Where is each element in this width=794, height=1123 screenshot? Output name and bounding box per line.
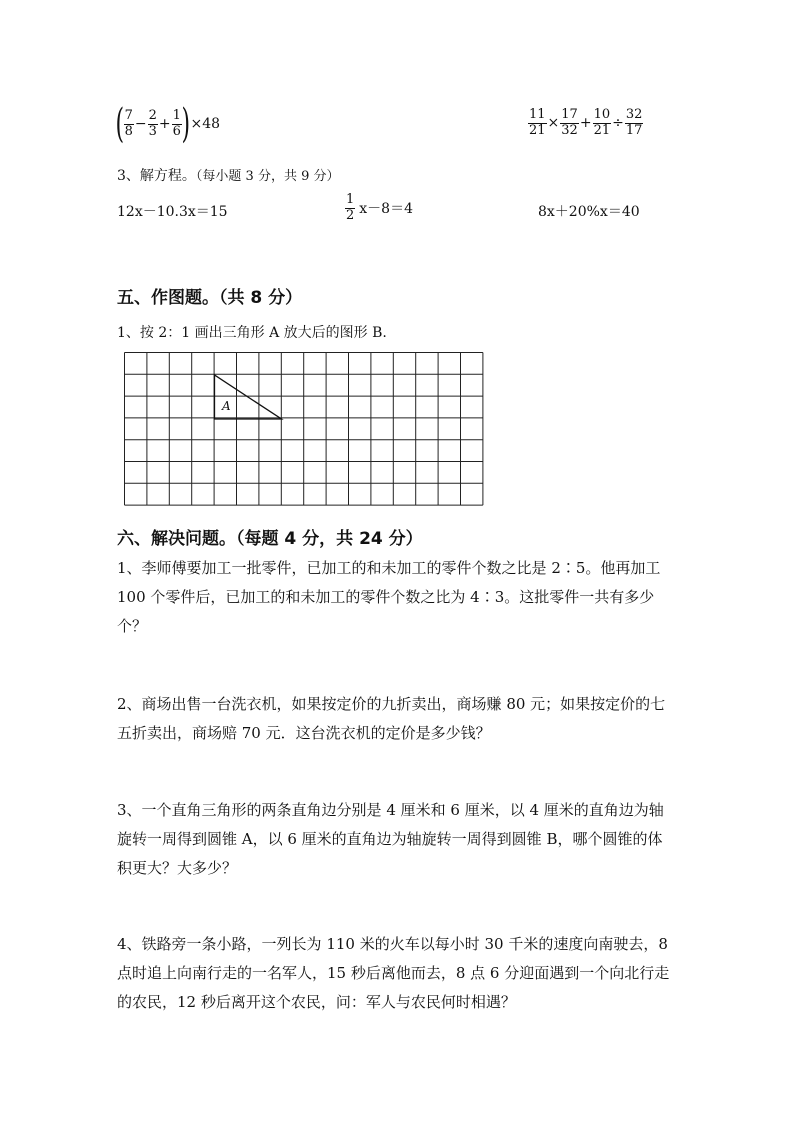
fraction: $\frac{2}{3}$ (148, 107, 157, 139)
right-paren: ) (181, 101, 191, 147)
equations-heading: 3、解方程。（每小题 3 分，共 9 分） (117, 168, 340, 184)
calc-expression-2 (528, 108, 643, 139)
fraction: $\frac{1}{2}$ (346, 192, 355, 223)
problem-3: 3、一个直角三角形的两条直角边分别是 4 厘米和 6 厘米，以 4 厘米的直角边为轴旋转一周得到圆锥 A，以 6 厘米的直角边为轴旋转一周得到圆锥 B，哪个圆锥的体积更大？大多少？ (117, 801, 664, 877)
operator: + (579, 115, 592, 132)
fraction: $\frac{1}{6}$ (172, 107, 181, 139)
equations-note: （每小题 3 分，共 9 分） (195, 169, 340, 184)
equation-2 (345, 193, 414, 224)
calc-expression-1 (115, 101, 221, 147)
operator: − (134, 116, 147, 132)
equation-1: 12x－10.3x＝15 (117, 204, 228, 220)
fraction: $\frac{11}{21}$ (529, 107, 546, 138)
drawing-grid (124, 352, 486, 506)
problem-4: 4、铁路旁一条小路，一列长为 110 米的火车以每小时 30 千米的速度向南驶去，8 点时追上向南行走的一名军人，15 秒后离他而去，8 点 6 分迎面遇到一个向北行走的农民，12 秒后离开这个农民，问：军人与农民何时相遇？ (117, 935, 670, 1011)
left-paren: ( (115, 101, 125, 147)
fraction: $\frac{17}{32}$ (561, 107, 578, 138)
section-5-title: 五、作图题。（共 8 分） (117, 288, 303, 308)
equation-2-rest: x－8＝4 (359, 201, 413, 218)
fraction: $\frac{7}{8}$ (124, 107, 133, 139)
operator: + (158, 116, 171, 132)
fraction: $\frac{32}{17}$ (625, 107, 643, 138)
section-5-question-1: 1、按 2：1 画出三角形 A 放大后的图形 B. (117, 325, 387, 341)
grid-lines (125, 353, 483, 506)
triangle-a-label: A (222, 399, 231, 413)
section-6-title: 六、解决问题。（每题 4 分，共 24 分） (117, 529, 423, 549)
problem-2: 2、商场出售一台洗衣机，如果按定价的九折卖出，商场赚 80 元；如果按定价的七五折卖出，商场赔 70 元．这台洗衣机的定价是多少钱？ (117, 695, 666, 742)
operator: ×48 (190, 116, 221, 132)
fraction: $\frac{10}{21}$ (593, 107, 611, 138)
operator: ÷ (612, 115, 624, 132)
problem-1: 1、李师傅要加工一批零件，已加工的和未加工的零件个数之比是 2∶5。他再加工 100 个零件后，已加工的和未加工的零件个数之比为 4∶3。这批零件一共有多少个？ (117, 559, 661, 635)
equation-3: 8x＋20%x＝40 (538, 204, 640, 220)
operator: × (547, 115, 560, 132)
